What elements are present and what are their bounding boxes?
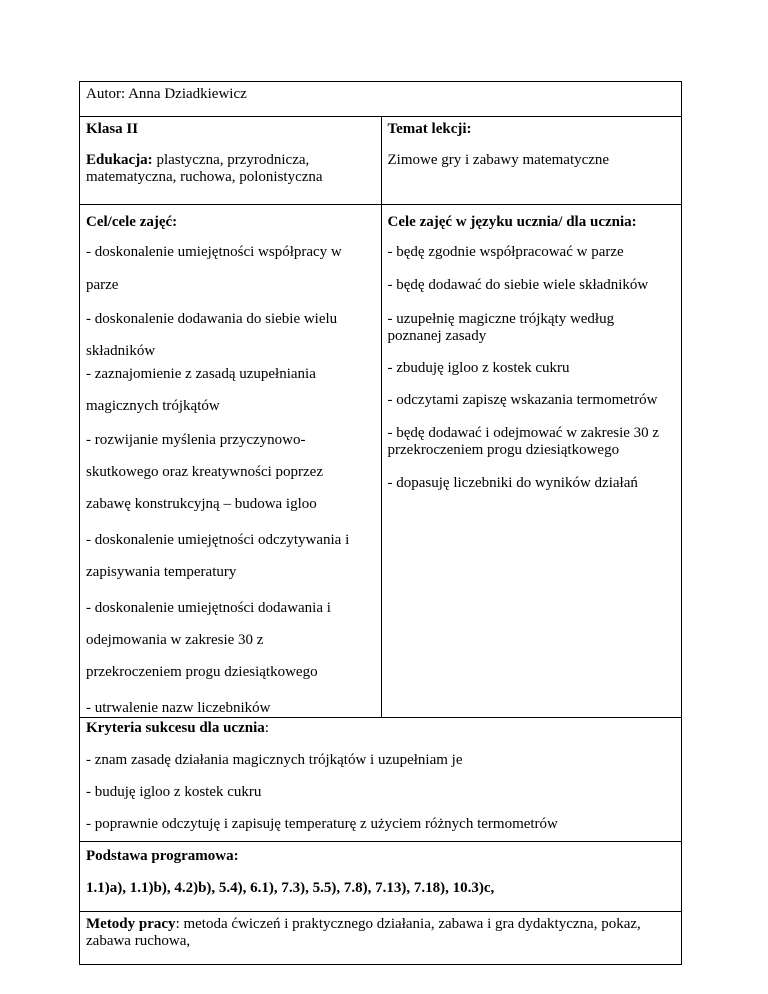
- education-label: Edukacja:: [86, 152, 153, 168]
- student-goal-line: - będę zgodnie współpracować w parze: [387, 244, 624, 260]
- goal-line: - rozwijanie myślenia przyczynowo-: [86, 432, 306, 448]
- criteria-row: [80, 718, 682, 842]
- methods-value: : metoda ćwiczeń i praktycznego działania, zabawa i gra dydaktyczna, pokaz, zabawa ruchowa,: [86, 916, 641, 949]
- criteria-colon: :: [264, 720, 269, 736]
- criteria-line: - buduję igloo z kostek cukru: [86, 784, 262, 800]
- topic-value: Zimowe gry i zabawy matematyczne: [387, 152, 610, 168]
- lesson-plan-table: [79, 81, 682, 965]
- goal-line: - doskonalenie dodawania do siebie wielu: [86, 311, 338, 327]
- student-goal-line: przekroczeniem progu dziesiątkowego: [387, 442, 620, 458]
- class-topic-row: [80, 117, 682, 205]
- goal-line: parze: [86, 277, 119, 293]
- student-goal-line: - dopasuję liczebniki do wyników działań: [387, 475, 638, 491]
- topic-label: Temat lekcji:: [387, 121, 472, 137]
- curriculum-value: 1.1)a), 1.1)b), 4.2)b), 5.4), 6.1), 7.3), 5.5), 7.8), 7.13), 7.18), 10.3)c,: [86, 880, 495, 896]
- goals-cell: [80, 205, 382, 718]
- goal-line: składników: [86, 343, 156, 359]
- student-goal-line: - będę dodawać do siebie wiele składników: [387, 277, 649, 293]
- goal-line: magicznych trójkątów: [86, 398, 220, 414]
- goal-line: - doskonalenie umiejętności odczytywania i: [86, 532, 350, 548]
- criteria-line: - poprawnie odczytuję i zapisuję temperaturę z użyciem różnych termometrów: [86, 816, 558, 832]
- goals-label: Cel/cele zajęć:: [86, 214, 178, 230]
- criteria-line: - znam zasadę działania magicznych trójkątów i uzupełniam je: [86, 752, 463, 768]
- student-goal-line: - zbuduję igloo z kostek cukru: [387, 360, 570, 376]
- goal-line: - utrwalenie nazw liczebników: [86, 700, 271, 716]
- curriculum-label: Podstawa programowa:: [86, 848, 239, 864]
- goal-line: zapisywania temperatury: [86, 564, 237, 580]
- methods-row: [80, 912, 682, 965]
- student-goals-cell: [381, 205, 681, 718]
- goal-line: przekroczeniem progu dziesiątkowego: [86, 664, 318, 680]
- education-value: plastyczna, przyrodnicza, matematyczna, ruchowa, polonistyczna: [86, 152, 323, 185]
- goal-line: - doskonalenie umiejętności współpracy w: [86, 244, 342, 260]
- student-goal-line: poznanej zasady: [387, 328, 487, 344]
- curriculum-row: [80, 842, 682, 912]
- author-text: Autor: Anna Dziadkiewicz: [86, 86, 247, 102]
- goal-line: zabawę konstrukcyjną – budowa igloo: [86, 496, 317, 512]
- student-goal-line: - uzupełnię magiczne trójkąty według: [387, 311, 615, 327]
- goal-line: - zaznajomienie z zasadą uzupełniania: [86, 366, 316, 382]
- student-goals-label: Cele zajęć w języku ucznia/ dla ucznia:: [387, 214, 637, 230]
- methods-label: Metody pracy: [86, 916, 176, 932]
- goal-line: odejmowania w zakresie 30 z: [86, 632, 264, 648]
- goal-line: - doskonalenie umiejętności dodawania i: [86, 600, 331, 616]
- student-goal-line: - odczytami zapiszę wskazania termometrów: [387, 392, 658, 408]
- criteria-label: Kryteria sukcesu dla ucznia: [86, 720, 265, 736]
- lesson-plan-document: [79, 81, 682, 965]
- author-row: [80, 82, 682, 117]
- student-goal-line: - będę dodawać i odejmować w zakresie 30 z: [387, 425, 660, 441]
- goals-row: [80, 205, 682, 718]
- goal-line: skutkowego oraz kreatywności poprzez: [86, 464, 323, 480]
- class-label: Klasa II: [86, 121, 139, 137]
